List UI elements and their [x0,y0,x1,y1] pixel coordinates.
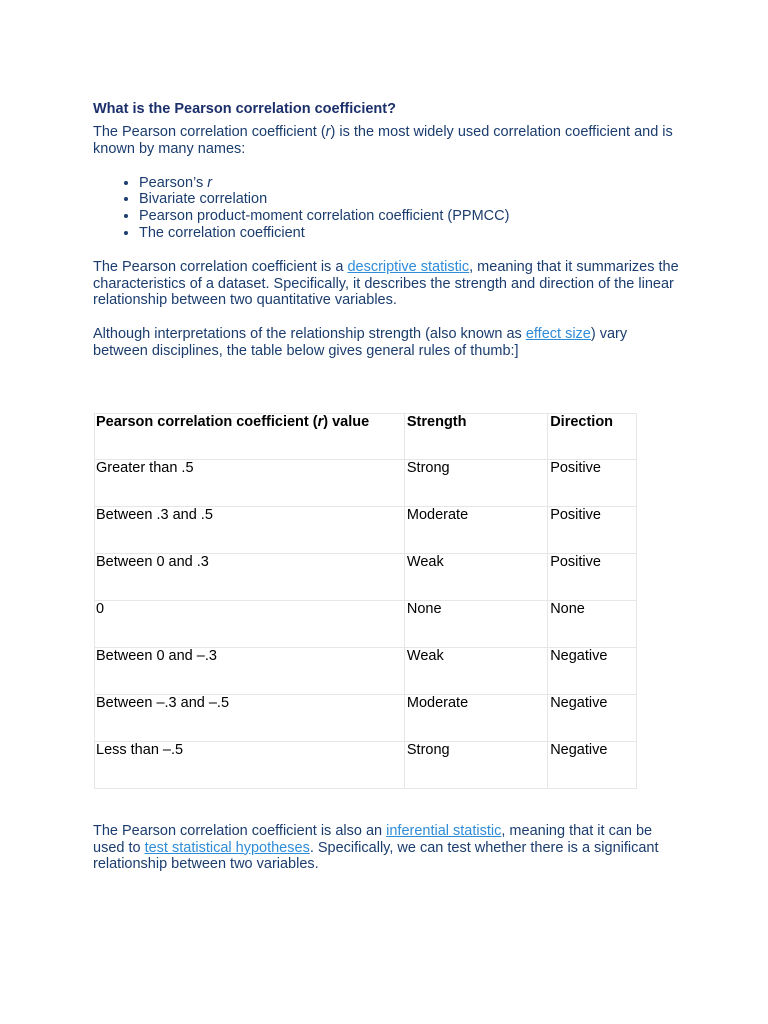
cell-direction: Negative [548,647,637,694]
list-item [139,225,683,242]
cell-value: Between .3 and .5 [95,506,405,553]
intro-paragraph [93,124,683,158]
cell-strength: None [404,600,547,647]
cell-strength: Strong [404,459,547,506]
list-item-text: Pearson product-moment correlation coefficient (PPMCC) [139,208,510,225]
effect-size-link[interactable]: effect size [525,326,591,343]
table-row [95,694,637,741]
table-row [95,506,637,553]
cell-value: Between –.3 and –.5 [95,694,405,741]
cell-value: Greater than .5 [95,459,405,506]
cell-direction: Negative [548,741,637,788]
cell-direction: None [548,600,637,647]
cell-strength: Weak [404,553,547,600]
intro-text: The Pearson correlation coefficient ( [93,124,326,140]
table-row [95,553,637,600]
descriptive-paragraph [93,259,683,309]
inferential-paragraph [93,823,683,873]
cell-value: Between 0 and .3 [95,553,405,600]
descriptive-statistic-link[interactable]: descriptive statistic [347,258,470,275]
cell-direction: Positive [548,553,637,600]
list-item [139,191,683,208]
list-item-text: The correlation coefficient [139,224,305,241]
correlation-table [94,413,637,789]
cell-strength: Moderate [404,694,547,741]
header-value [95,413,405,459]
table-row [95,600,637,647]
cell-strength: Strong [404,741,547,788]
cell-value: 0 [95,600,405,647]
cell-value: Less than –.5 [95,741,405,788]
names-list [93,175,683,242]
intro-text-end: ) is the most widely used correlation coefficient and is known by many names: [93,124,673,157]
cell-value: Between 0 and –.3 [95,647,405,694]
inferential-text-middle: , meaning that it can be used to [93,822,653,856]
table-row [95,647,637,694]
header-value-text: Pearson correlation coefficient ( [96,413,318,430]
test-hypotheses-link[interactable]: test statistical hypotheses [144,839,310,856]
effect-text: Although interpretations of the relationship strength (also known as [93,326,526,343]
inferential-text: The Pearson correlation coefficient is also an [93,822,387,839]
cell-direction: Positive [548,459,637,506]
list-item-text: Pearson’s [139,174,208,191]
list-item-text: Bivariate correlation [139,191,268,208]
article-content [93,100,683,873]
header-direction: Direction [548,413,637,459]
r-symbol: r [325,124,331,140]
cell-strength: Weak [404,647,547,694]
table-header-row [95,413,637,459]
header-strength: Strength [404,413,547,459]
cell-direction: Negative [548,694,637,741]
table-row [95,459,637,506]
list-item [139,175,683,192]
r-symbol: r [207,174,213,191]
inferential-text-end: . Specifically, we can test whether there is a significant relationship between two variables. [93,839,659,873]
section-heading: What is the Pearson correlation coefficient? [93,101,396,117]
effect-text-end: ) vary between disciplines, the table below gives general rules of thumb:] [93,326,628,359]
header-value-text-end: ) value [323,413,370,430]
descriptive-text-end: , meaning that it summarizes the characteristics of a dataset. Specifically, it describes the strength and direction of the linear relationship between two quantitative variables. [93,258,679,309]
cell-strength: Moderate [404,506,547,553]
list-item [139,208,683,225]
cell-direction: Positive [548,506,637,553]
inferential-statistic-link[interactable]: inferential statistic [386,822,502,839]
r-symbol: r [317,413,324,430]
table-row [95,741,637,788]
descriptive-text: The Pearson correlation coefficient is a [93,258,348,275]
effect-size-paragraph [93,326,683,360]
